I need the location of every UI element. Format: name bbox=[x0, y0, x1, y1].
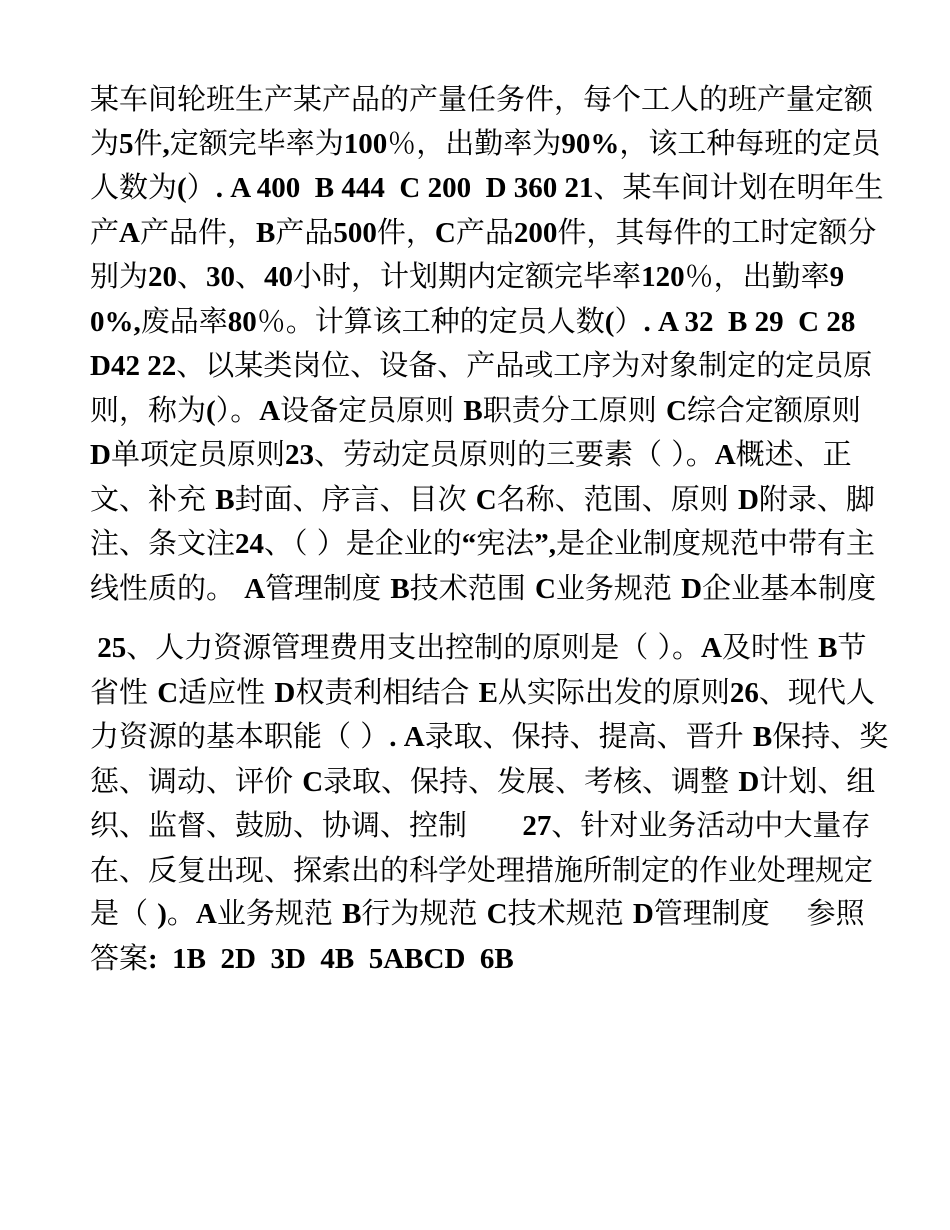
text-segment: 80 bbox=[227, 305, 257, 338]
text-segment: 件 bbox=[133, 125, 163, 160]
text-segment: 管理制度 bbox=[265, 570, 391, 605]
text-segment: ％。计算该工种的定员人数 bbox=[256, 303, 605, 338]
text-segment: 录取、保持、提高、晋升 bbox=[424, 719, 753, 753]
text-segment: 综合定额原则 bbox=[686, 392, 871, 427]
text-segment: 节省性 bbox=[90, 630, 867, 709]
text-segment: 26 bbox=[729, 676, 759, 709]
document-page bbox=[90, 78, 890, 981]
text-segment: 120 bbox=[641, 261, 685, 293]
text-segment: B bbox=[463, 394, 483, 427]
text-segment: D bbox=[632, 898, 654, 930]
text-segment: “ bbox=[461, 528, 477, 560]
text-segment: A bbox=[714, 439, 736, 471]
text-segment: 适应性 bbox=[178, 674, 275, 709]
text-segment: 业务规范 bbox=[555, 570, 682, 605]
text-segment: 录取、保持、发展、考核、调整 bbox=[323, 763, 739, 798]
text-segment: 是企业制度规范中带有主线性质的。 bbox=[90, 526, 876, 605]
text-segment: 废品率 bbox=[140, 303, 228, 338]
text-segment: 宪法 bbox=[476, 526, 535, 560]
text-segment: 行为规范 bbox=[361, 896, 487, 930]
text-segment: ( bbox=[177, 172, 187, 204]
text-segment: 、人力资源管理费用支出控制的原则是（ ）。 bbox=[126, 630, 701, 664]
text-segment: 、某车间计划在明年生产 bbox=[90, 170, 884, 249]
text-segment: D bbox=[738, 765, 760, 798]
text-segment: 管理制度 参照答案 bbox=[90, 896, 865, 975]
text-segment: 设备定员原则 bbox=[280, 392, 464, 427]
text-segment: D bbox=[90, 439, 111, 471]
text-segment: C bbox=[434, 216, 456, 249]
text-segment: B bbox=[255, 216, 276, 249]
text-segment: 技术范围 bbox=[409, 570, 535, 605]
text-segment: D bbox=[681, 572, 703, 605]
text-segment: 计划、组织、监督、鼓励、协调、控制 bbox=[90, 763, 876, 842]
text-segment: . A 32 B 29 C 28 D42 22 bbox=[90, 305, 870, 382]
text-segment: 名称、范围、原则 bbox=[496, 481, 738, 516]
text-segment: D bbox=[274, 676, 296, 709]
text-segment: 产品件， bbox=[139, 214, 256, 249]
text-segment: 20 bbox=[148, 261, 178, 293]
text-segment: 封面、序言、目次 bbox=[234, 481, 476, 516]
text-segment: ）。 bbox=[215, 392, 260, 427]
text-segment: 概述、正文、补充 bbox=[90, 437, 852, 516]
text-segment: 90%, bbox=[90, 261, 845, 338]
text-segment: C bbox=[486, 898, 508, 930]
text-segment: B bbox=[752, 721, 773, 753]
text-segment: ％，出勤率为 bbox=[387, 125, 562, 160]
text-segment: 、 bbox=[177, 259, 207, 293]
text-segment: 24 bbox=[235, 528, 265, 560]
text-segment: ％，出勤率 bbox=[684, 259, 830, 293]
text-segment: D bbox=[737, 483, 759, 516]
text-segment: 技术规范 bbox=[507, 896, 633, 930]
text-segment: . A bbox=[389, 721, 425, 753]
text-segment: : 1B 2D 3D 4B 5ABCD 6B bbox=[148, 942, 514, 975]
text-segment: B bbox=[342, 898, 362, 930]
text-segment: 100 bbox=[343, 127, 388, 160]
text-segment: A bbox=[119, 216, 140, 249]
text-segment: 单项定员原则 bbox=[110, 437, 285, 471]
text-segment: ） bbox=[614, 303, 644, 338]
text-segment: 小时，计划期内定额完毕率 bbox=[293, 259, 642, 293]
text-segment: , bbox=[162, 127, 170, 160]
text-segment: 职责分工原则 bbox=[482, 392, 666, 427]
text-segment: 保持、奖惩、调动、评价 bbox=[90, 719, 889, 798]
text-segment: 。 bbox=[166, 896, 196, 930]
text-segment: 90% bbox=[561, 127, 620, 160]
text-segment: 、现代人力资源的基本职能（ ） bbox=[90, 674, 875, 753]
text-segment: A bbox=[259, 394, 281, 427]
text-segment: 、针对业务活动中大量存在、反复出现、探索出的科学处理措施所制定的作业处理规定是（ bbox=[90, 808, 874, 930]
text-segment: B bbox=[818, 632, 838, 664]
paragraph-questions-25-27-answers bbox=[90, 626, 890, 981]
text-segment: 业务规范 bbox=[216, 896, 343, 930]
text-segment: 附录、脚注、条文注 bbox=[90, 481, 875, 560]
text-segment: C bbox=[157, 676, 179, 709]
text-segment: 、 bbox=[235, 259, 265, 293]
text-segment: C bbox=[475, 483, 497, 516]
text-segment: B bbox=[215, 483, 235, 516]
text-segment: ，该工种每班的定员人数为 bbox=[90, 125, 881, 204]
text-segment: 件， bbox=[376, 214, 435, 249]
text-segment: 定额完毕率为 bbox=[169, 125, 344, 160]
text-segment: 5 bbox=[119, 127, 134, 160]
text-segment: 产品 bbox=[275, 214, 334, 249]
text-segment: ( bbox=[604, 305, 615, 338]
text-segment: 500 bbox=[333, 216, 377, 249]
text-segment: B bbox=[390, 572, 410, 605]
text-segment: 企业基本制度 bbox=[702, 570, 877, 605]
text-segment: E bbox=[478, 676, 498, 709]
text-segment: 30 bbox=[206, 261, 236, 293]
text-segment: 、劳动定员原则的三要素（ ）。 bbox=[313, 437, 715, 471]
text-segment: 、以某类岗位、设备、产品或工序为对象制定的定员原则，称为 bbox=[90, 348, 873, 427]
text-segment: C bbox=[665, 394, 687, 427]
text-segment: ”, bbox=[534, 528, 556, 560]
text-segment: C bbox=[534, 572, 556, 605]
text-segment: 某车间轮班生产某产品的产量任务件，每个工人的班产量定额为 bbox=[90, 82, 874, 160]
text-segment: 25 bbox=[90, 632, 127, 664]
text-segment: 及时性 bbox=[721, 630, 819, 664]
text-segment: ） bbox=[186, 170, 216, 204]
text-segment: 产品 bbox=[455, 214, 514, 249]
text-segment: C bbox=[302, 765, 324, 798]
text-segment: ( bbox=[206, 394, 216, 427]
text-segment: 件，其每件的工时定额分别为 bbox=[90, 214, 877, 293]
text-segment: 40 bbox=[264, 261, 294, 293]
text-segment: 、（ ）是企业的 bbox=[264, 526, 462, 560]
text-segment: 权责利相结合 bbox=[295, 674, 479, 709]
text-segment: . A 400 B 444 C 200 D 360 21 bbox=[215, 172, 594, 204]
text-segment: 200 bbox=[513, 216, 558, 249]
paragraph-questions-20-24 bbox=[90, 78, 890, 611]
text-segment: A bbox=[195, 898, 217, 930]
text-segment: A bbox=[700, 632, 722, 664]
text-segment: 从实际出发的原则 bbox=[497, 674, 730, 709]
text-segment: 23 bbox=[284, 439, 314, 471]
text-segment: A bbox=[244, 572, 266, 605]
text-segment: ) bbox=[157, 898, 167, 930]
text-segment: 27 bbox=[522, 810, 552, 842]
